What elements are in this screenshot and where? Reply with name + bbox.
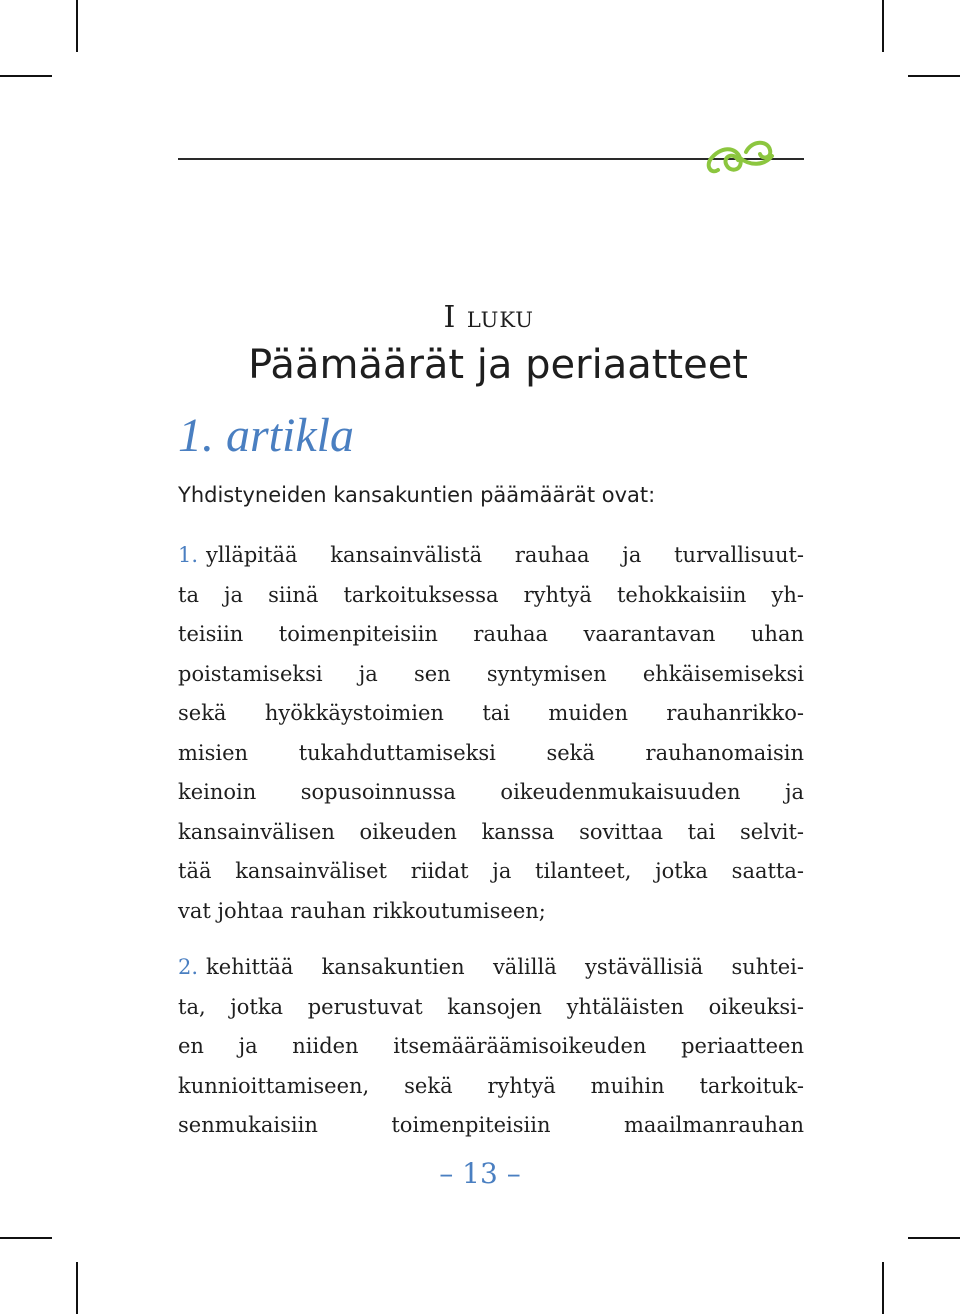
crop-mark bbox=[908, 75, 960, 77]
paragraph-line: keinoin sopusoinnussa oikeudenmukaisuuden ja bbox=[178, 780, 804, 804]
paragraph-line: senmukaisiin toimenpiteisiin maailmanrauhan bbox=[178, 1113, 804, 1137]
chapter-label: I luku bbox=[443, 300, 534, 335]
crop-mark bbox=[76, 0, 78, 52]
page-number: – 13 – bbox=[439, 1157, 521, 1190]
article-title: 1. artikla bbox=[178, 409, 354, 462]
crop-mark bbox=[908, 1237, 960, 1239]
crop-mark bbox=[0, 75, 52, 77]
paragraph-line: kansainvälisen oikeuden kanssa sovittaa tai selvit- bbox=[178, 819, 804, 844]
paragraph-line: teisiin toimenpiteisiin rauhaa vaarantavan uhan bbox=[178, 622, 804, 646]
list-item bbox=[178, 536, 804, 931]
item-number: 2. bbox=[178, 955, 199, 979]
paragraph-line: poistamiseksi ja sen syntymisen ehkäisemiseksi bbox=[178, 661, 804, 686]
paragraph-line: vat johtaa rauhan rikkoutumiseen; bbox=[178, 898, 546, 923]
paragraph-line: kunnioittamiseen, sekä ryhtyä muihin tarkoituk- bbox=[178, 1073, 804, 1098]
crop-mark bbox=[882, 1262, 884, 1314]
swirl-ornament-icon bbox=[706, 136, 778, 180]
crop-mark bbox=[0, 1237, 52, 1239]
paragraph-line: 2. kehittää kansakuntien välillä ystävällisiä suhtei- bbox=[178, 955, 804, 979]
paragraph-line: en ja niiden itsemääräämisoikeuden periaatteen bbox=[178, 1034, 804, 1058]
chapter-title: Päämäärät ja periaatteet bbox=[248, 342, 748, 388]
paragraph-line: ta, jotka perustuvat kansojen yhtäläisten oikeuksi- bbox=[178, 994, 804, 1019]
paragraph-line: sekä hyökkäystoimien tai muiden rauhanrikko- bbox=[178, 701, 804, 725]
paragraph-line: tää kansainväliset riidat ja tilanteet, jotka saatta- bbox=[178, 859, 804, 883]
crop-mark bbox=[76, 1262, 78, 1314]
paragraph-line: misien tukahduttamiseksi sekä rauhanomaisin bbox=[178, 740, 804, 765]
paragraph-line: ta ja siinä tarkoituksessa ryhtyä tehokkaisiin yh- bbox=[178, 582, 804, 607]
item-number: 1. bbox=[178, 543, 199, 567]
article-intro: Yhdistyneiden kansakuntien päämäärät ovat: bbox=[178, 483, 656, 507]
list-item bbox=[178, 948, 804, 1146]
crop-mark bbox=[882, 0, 884, 52]
paragraph-line: 1. ylläpitää kansainvälistä rauhaa ja turvallisuut- bbox=[178, 543, 804, 567]
